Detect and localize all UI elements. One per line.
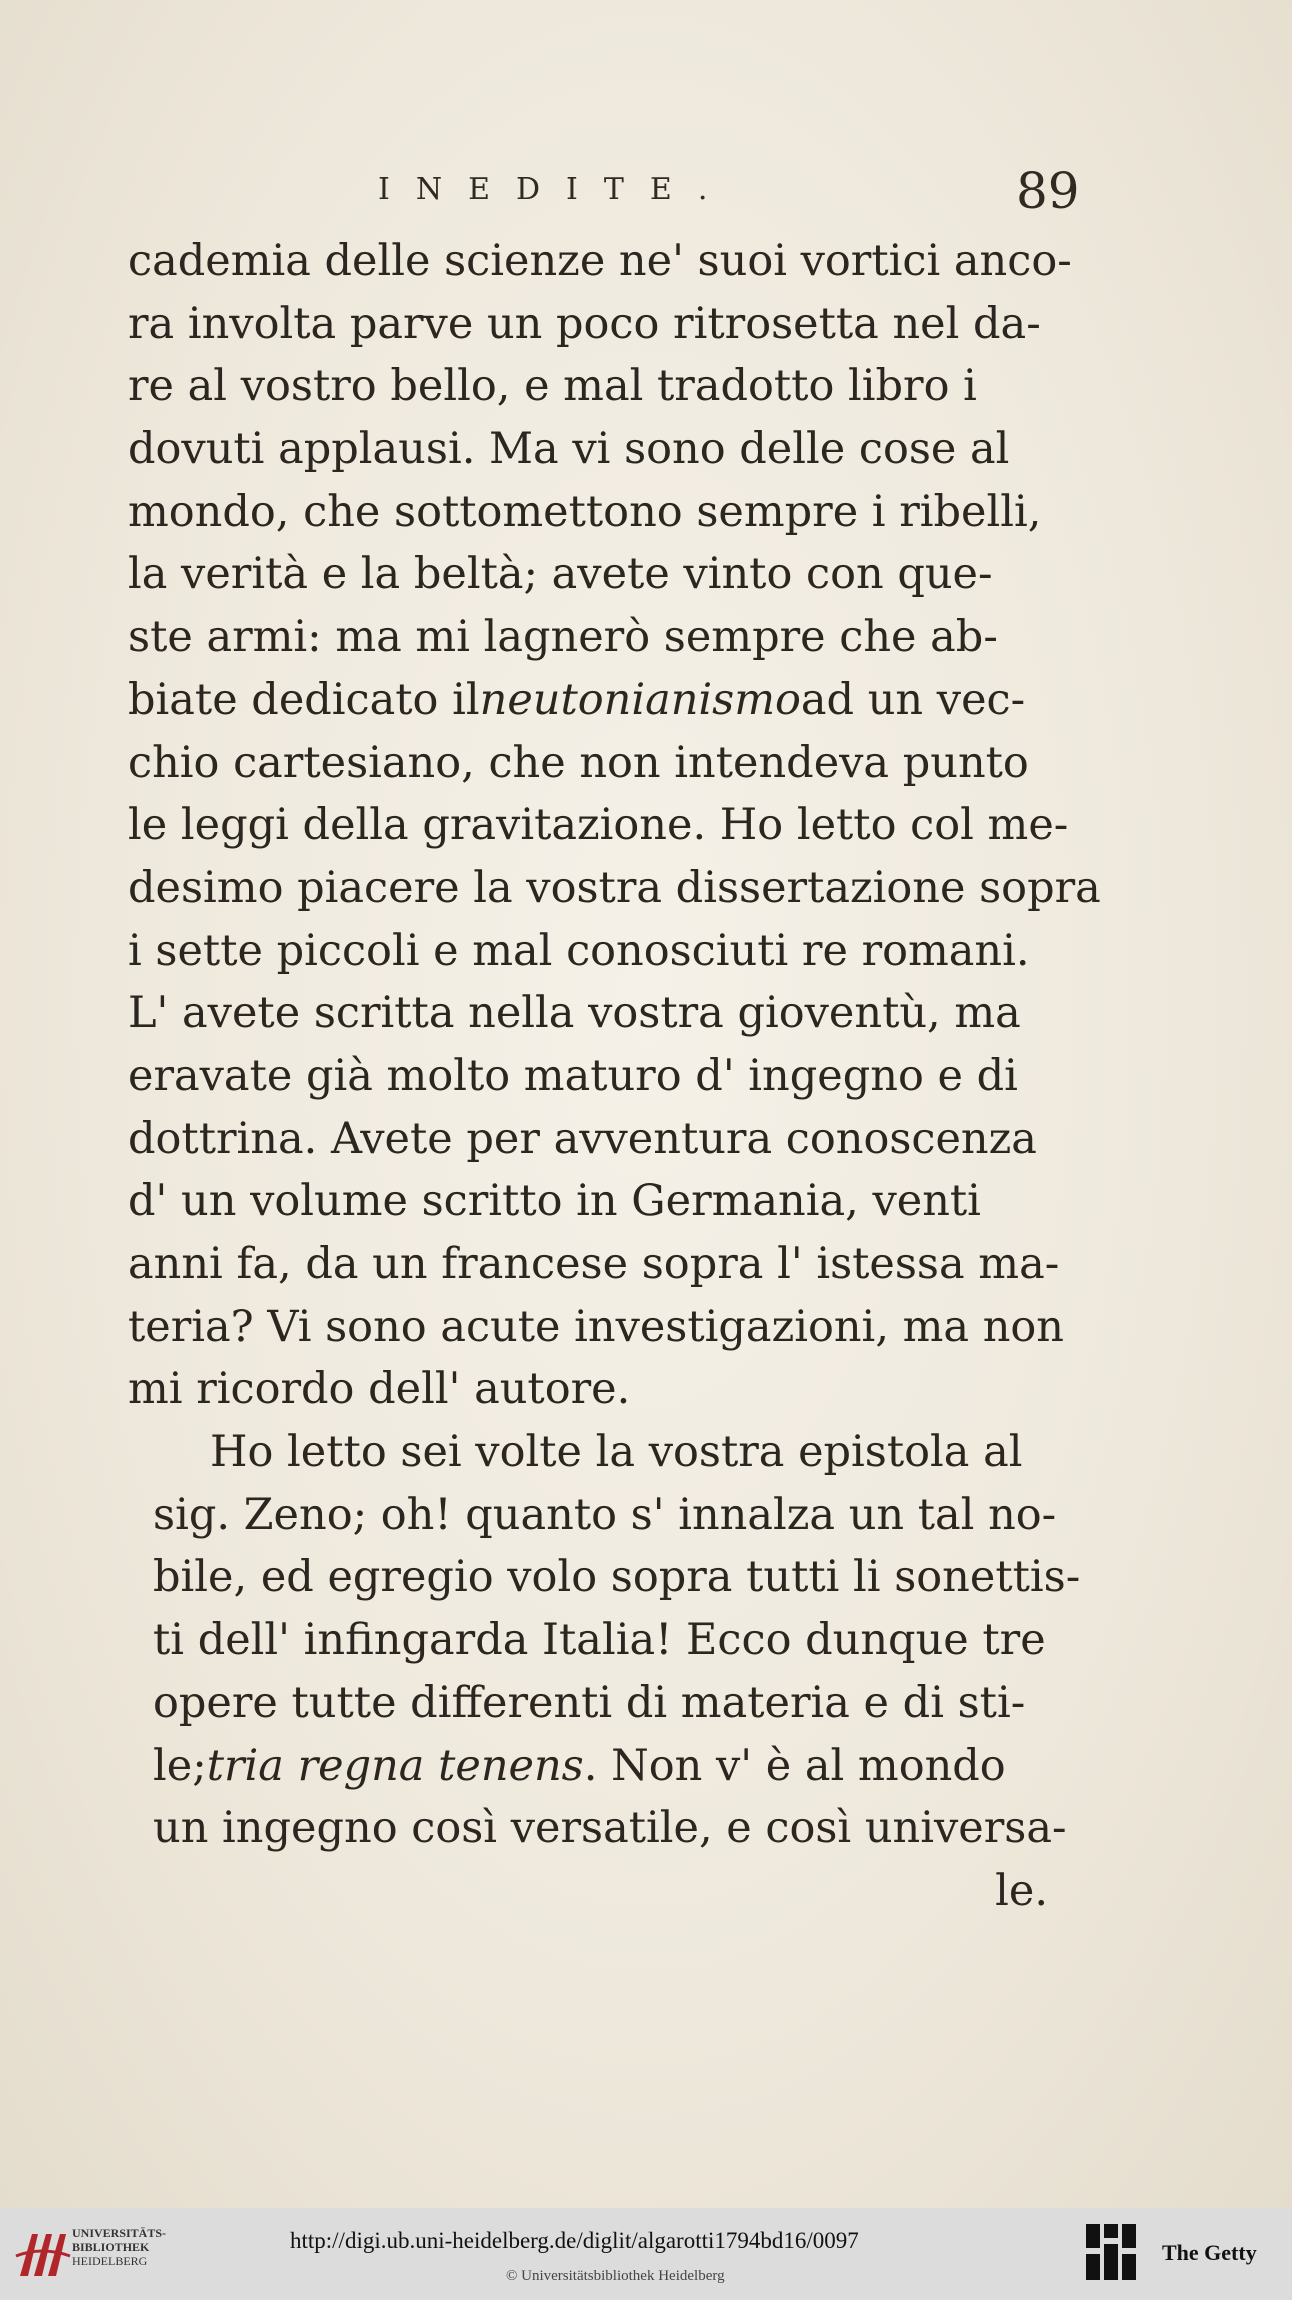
text-line: d' un volume scritto in Germania, venti	[128, 1176, 981, 1227]
running-head: INEDITE.	[378, 172, 734, 207]
text-line: mi ricordo dell' autore.	[128, 1364, 631, 1415]
text-line: anni fa, da un francese sopra l' istessa ma-	[128, 1239, 1060, 1289]
text-line: chio cartesiano, che non intendeva punto	[128, 737, 1029, 788]
text-line: le leggi della gravitazione. Ho letto col me-	[128, 800, 1069, 851]
getty-logo-icon	[1084, 2222, 1140, 2284]
permalink-url[interactable]: http://digi.ub.uni-heidelberg.de/diglit/algarotti1794bd16/0097	[290, 2228, 859, 2253]
text-line: i sette piccoli e mal conosciuti re romani.	[128, 925, 1030, 976]
text-line: le.	[995, 1865, 1048, 1916]
text-line: cademia delle scienze ne' suoi vortici anco-	[128, 236, 1072, 286]
text-line: biate dedicato il neutonianismo ad un vec-	[128, 669, 1103, 732]
page-header	[0, 162, 1292, 222]
text-line: re al vostro bello, e mal tradotto libro i	[128, 361, 977, 412]
text-line: mondo, che sottomettono sempre i ribelli,	[128, 486, 1042, 537]
text-line: dovuti applausi. Ma vi sono delle cose al	[128, 424, 1010, 475]
text-line: desimo piacere la vostra dissertazione sopra	[128, 862, 1101, 913]
text-line: sig. Zeno; oh! quanto s' innalza un tal no-	[153, 1489, 1057, 1540]
text-line: opere tutte differenti di materia e di sti-	[153, 1677, 1026, 1728]
text-line: bile, ed egregio volo sopra tutti li sonettis-	[153, 1552, 1081, 1603]
copyright-notice: © Universitätsbibliothek Heidelberg	[506, 2268, 725, 2284]
italic-term: neutonianismo	[479, 674, 801, 725]
getty-label: The Getty	[1162, 2240, 1257, 2265]
text-line: ti dell' infingarda Italia! Ecco dunque tre	[153, 1615, 1046, 1666]
text-line: ra involta parve un poco ritrosetta nel da-	[128, 298, 1041, 349]
text-line: le; tria regna tenens . Non v' è al mondo	[128, 1735, 1103, 1798]
body-text	[128, 230, 1103, 1923]
text-line: eravate già molto maturo d' ingegno e di	[128, 1050, 1018, 1101]
italic-quote: tria regna tenens	[206, 1740, 584, 1791]
text-line: L' avete scritta nella vostra gioventù, ma	[128, 988, 1021, 1039]
text-line: teria? Vi sono acute investigazioni, ma non	[128, 1301, 1065, 1352]
text-line: la verità e la beltà; avete vinto con que-	[128, 549, 993, 600]
university-name: UNIVERSITÄTS- BIBLIOTHEK HEIDELBERG	[72, 2226, 167, 2268]
page-number: 89	[1016, 162, 1080, 220]
text-line: dottrina. Avete per avventura conoscenza	[128, 1113, 1037, 1164]
text-line: ste armi: ma mi lagnerò sempre che ab-	[128, 612, 998, 663]
text-line: un ingegno così versatile, e così universa-	[153, 1803, 1067, 1854]
paragraph-first-line: Ho letto sei volte la vostra epistola al	[210, 1427, 1023, 1478]
university-logo-icon	[12, 2226, 72, 2282]
